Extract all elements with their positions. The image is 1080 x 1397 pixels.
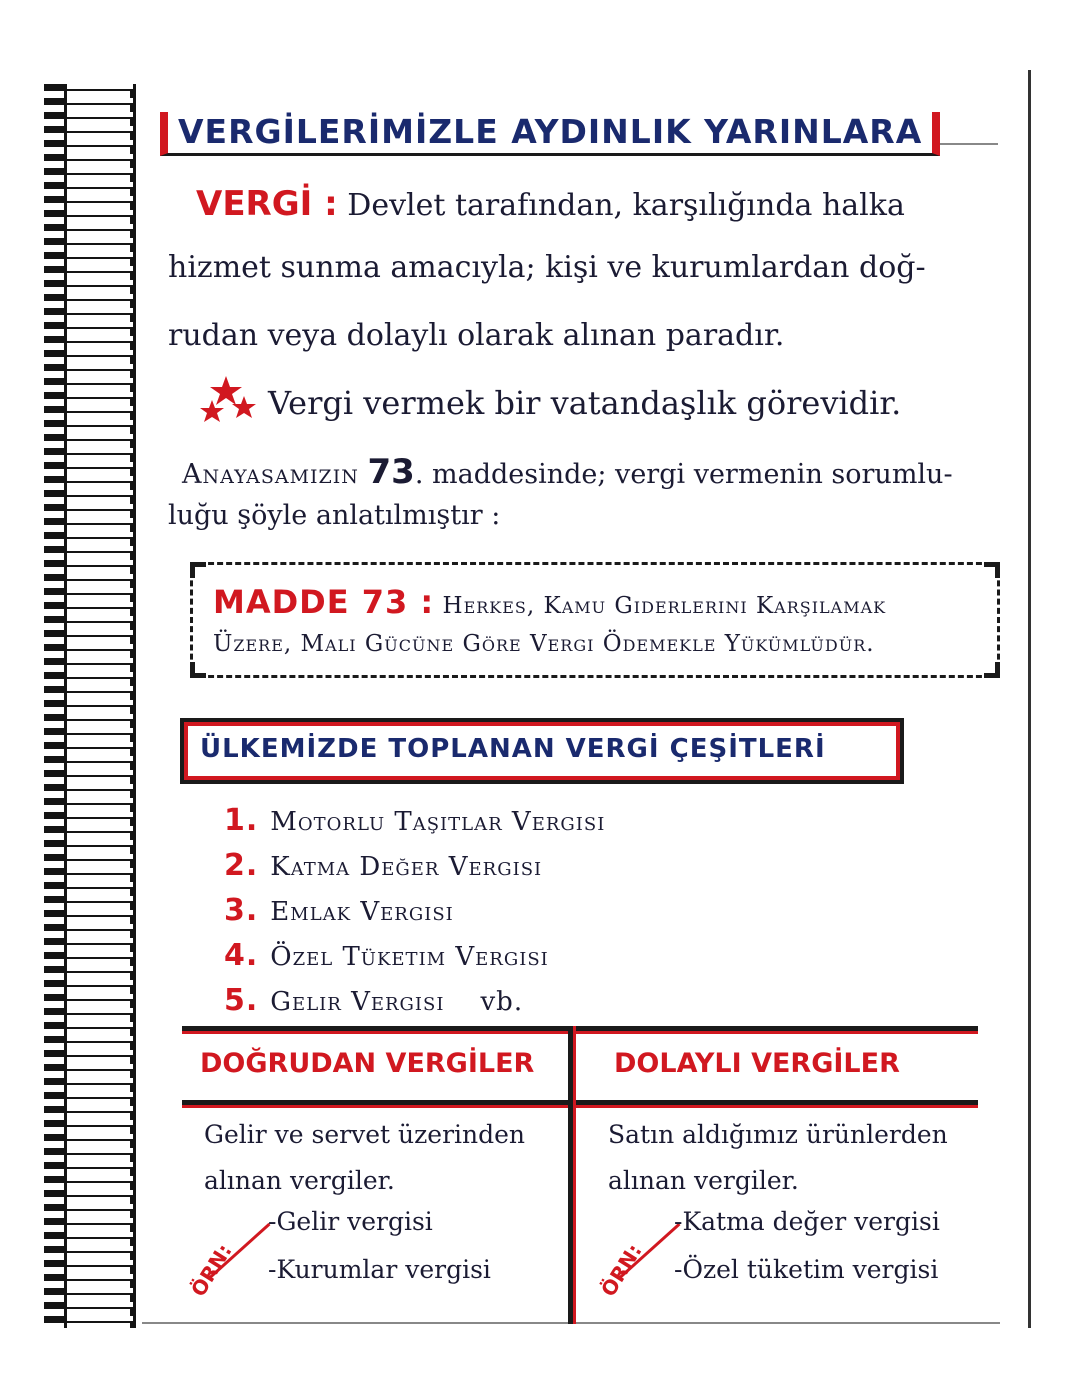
etc-text: vb. bbox=[480, 987, 524, 1017]
star-icon bbox=[200, 400, 224, 422]
madde-line-1 bbox=[213, 583, 886, 621]
constitution-line-1 bbox=[182, 452, 953, 492]
tax-types-list bbox=[224, 798, 605, 1023]
constitution-line-1-rest: . maddesinde; vergi vermenin sorumlu- bbox=[414, 459, 953, 490]
title-underline-tail bbox=[940, 143, 998, 145]
indirect-taxes-heading: DOLAYLI VERGİLER bbox=[614, 1048, 900, 1079]
direct-desc-2: alınan vergiler. bbox=[204, 1166, 395, 1195]
tax-types-heading-box bbox=[180, 718, 904, 784]
direct-example-1: -Gelir vergisi bbox=[268, 1207, 433, 1236]
list-item: 4. Özel Tüketim Vergisi bbox=[224, 938, 549, 973]
madde-label: MADDE 73 : bbox=[213, 583, 435, 621]
list-item: 1. Motorlu Taşıtlar Vergisi bbox=[224, 803, 606, 838]
list-item: 2. Katma Değer Vergisi bbox=[224, 848, 543, 883]
indirect-example-2: -Özel tüketim vergisi bbox=[674, 1255, 939, 1284]
tax-comparison-table bbox=[182, 1026, 978, 1324]
madde-73-box bbox=[190, 562, 1000, 678]
direct-desc-1: Gelir ve servet üzerinden bbox=[204, 1120, 526, 1149]
constitution-line-2: luğu şöyle anlatılmıştır : bbox=[168, 500, 501, 531]
box-corner bbox=[190, 562, 206, 578]
example-label: ÖRN: bbox=[596, 1239, 647, 1301]
definition-line-2: hizmet sunma amacıyla; kişi ve kurumlardan doğ- bbox=[168, 250, 926, 285]
page-title: VERGİLERİMİZLE AYDINLIK YARINLARA bbox=[160, 112, 940, 156]
example-label: ÖRN: bbox=[186, 1239, 237, 1301]
definition-term: VERGİ : bbox=[196, 184, 338, 224]
direct-example-2: -Kurumlar vergisi bbox=[268, 1255, 491, 1284]
indirect-desc-2: alınan vergiler. bbox=[608, 1166, 799, 1195]
list-item: 5. Gelir Vergisi vb. bbox=[224, 983, 524, 1018]
tax-types-heading: ÜLKEMİZDE TOPLANAN VERGİ ÇEŞİTLERİ bbox=[200, 734, 826, 764]
definition-line-1-text: Devlet tarafından, karşılığında halka bbox=[347, 188, 905, 223]
duty-text: Vergi vermek bir vatandaşlık görevidir. bbox=[268, 384, 902, 422]
stars-icon bbox=[200, 374, 262, 428]
star-icon bbox=[210, 376, 242, 405]
constitution-caps: Anayasamızın bbox=[182, 459, 359, 490]
constitution-number: 73 bbox=[367, 452, 415, 492]
direct-taxes-heading: DOĞRUDAN VERGİLER bbox=[200, 1048, 535, 1079]
table-divider bbox=[568, 1026, 573, 1324]
page-edge bbox=[1028, 70, 1031, 1328]
indirect-desc-1: Satın aldığımız ürünlerden bbox=[608, 1120, 948, 1149]
list-item: 3. Emlak Vergisi bbox=[224, 893, 454, 928]
definition-line-3: rudan veya dolaylı olarak alınan paradır. bbox=[168, 318, 785, 353]
box-corner bbox=[984, 562, 1000, 578]
indirect-example-1: -Katma değer vergisi bbox=[674, 1207, 940, 1236]
box-corner bbox=[190, 662, 206, 678]
definition-line-1 bbox=[196, 184, 905, 224]
star-icon bbox=[232, 396, 256, 418]
madde-line-1-text: Herkes, Kamu Giderlerini Karşılamak bbox=[442, 593, 887, 619]
madde-line-2: Üzere, Mali Gücüne Göre Vergi Ödemekle Yükümlüdür. bbox=[213, 631, 875, 657]
table-rule bbox=[182, 1100, 978, 1105]
box-corner bbox=[984, 662, 1000, 678]
table-rule bbox=[182, 1026, 978, 1031]
spiral-binding-loops bbox=[64, 84, 136, 1328]
